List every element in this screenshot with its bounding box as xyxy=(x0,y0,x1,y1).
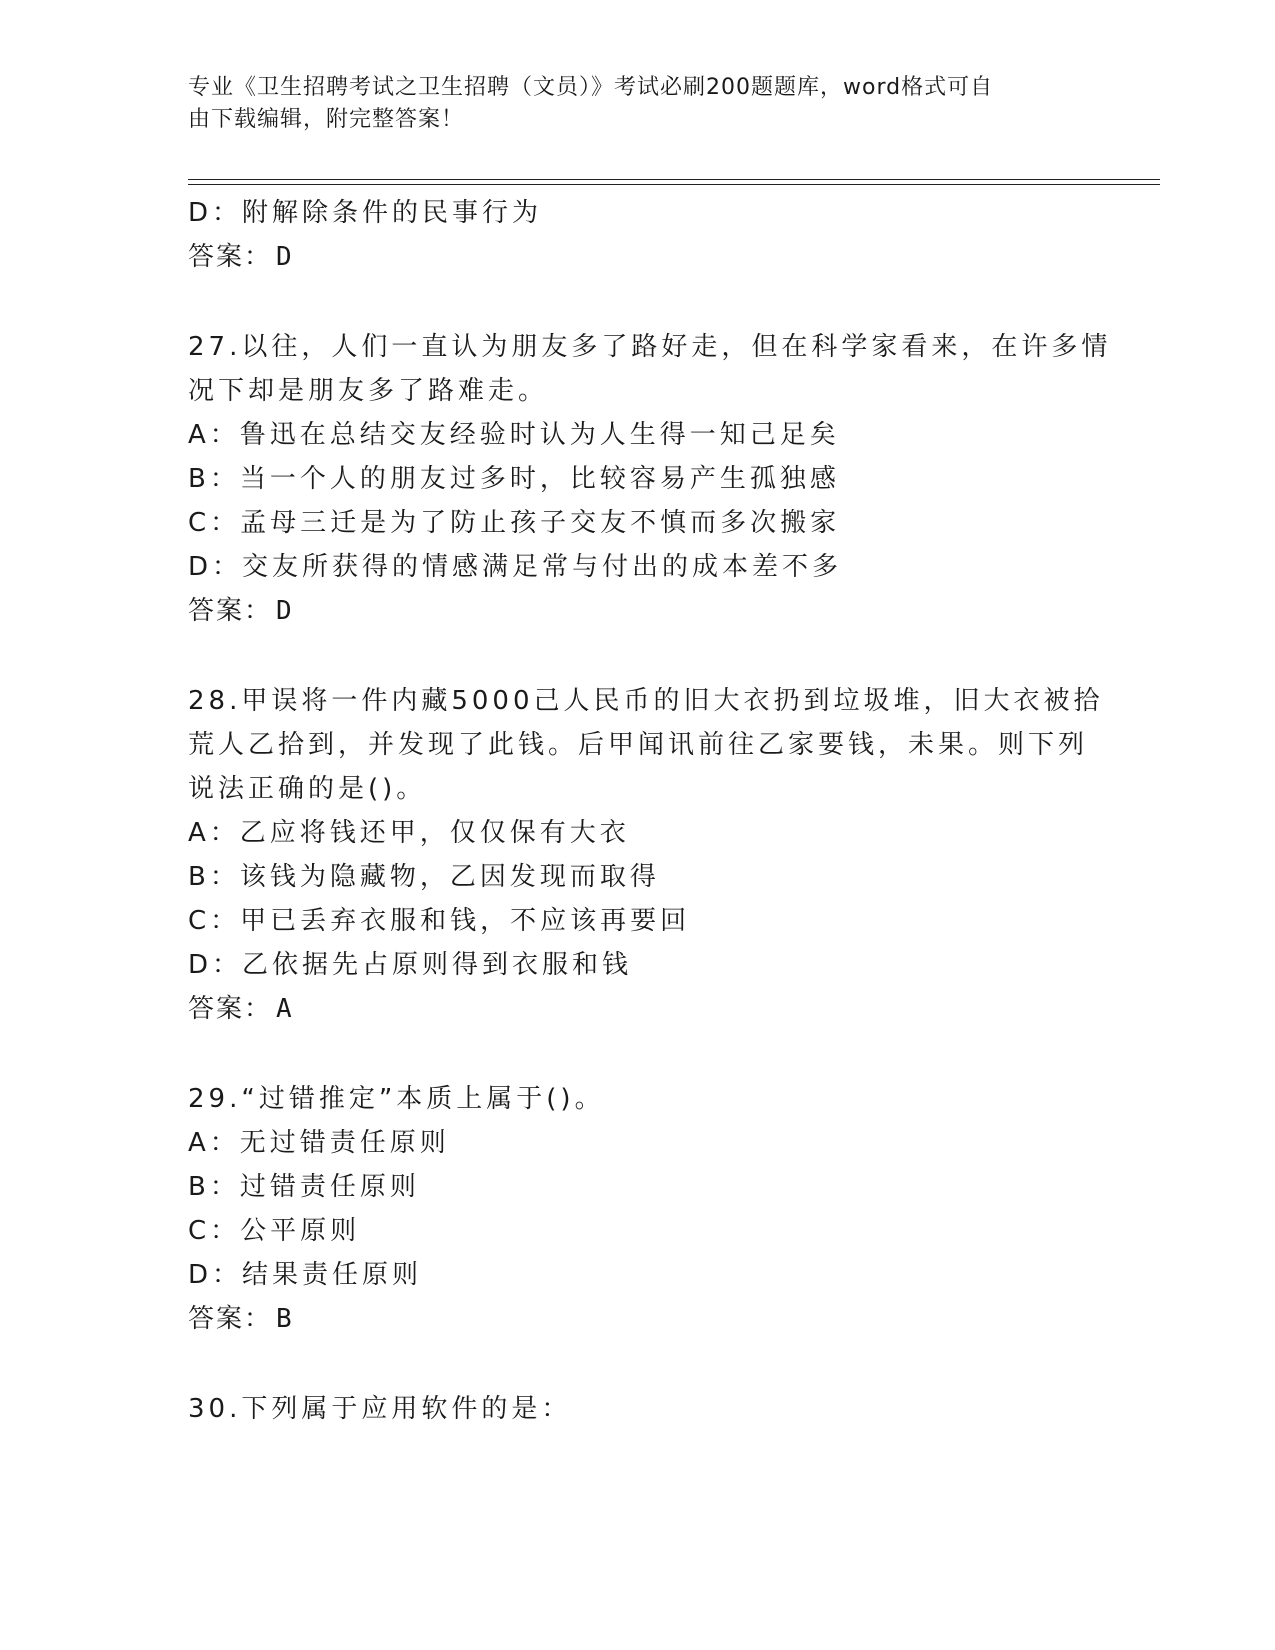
answer-value: D xyxy=(276,242,294,272)
q28-stem-line-2: 荒人乙拾到，并发现了此钱。后甲闻讯前往乙家要钱，未果。则下列 xyxy=(188,730,1089,760)
answer-label: 答案： xyxy=(188,596,273,626)
q28-stem-line-1: 28.甲误将一件内藏5000己人民币的旧大衣扔到垃圾堆，旧大衣被拾 xyxy=(188,686,1104,716)
q27-stem-line-1: 27.以往，人们一直认为朋友多了路好走，但在科学家看来，在许多情 xyxy=(188,332,1112,362)
q27-option-c: C：孟母三迁是为了防止孩子交友不慎而多次搬家 xyxy=(188,508,841,538)
q27-option-a: A：鲁迅在总结交友经验时认为人生得一知己足矣 xyxy=(188,420,840,450)
q28-option-a: A：乙应将钱还甲，仅仅保有大衣 xyxy=(188,818,630,848)
q28-stem-line-3: 说法正确的是()。 xyxy=(188,774,427,804)
header-divider-bottom xyxy=(188,184,1160,185)
answer-label: 答案： xyxy=(188,1304,273,1334)
q29-option-b: B：过错责任原则 xyxy=(188,1172,420,1202)
q29-option-a: A：无过错责任原则 xyxy=(188,1128,450,1158)
header-line-1: 专业《卫生招聘考试之卫生招聘（文员）》考试必刷200题题库，word格式可自 xyxy=(188,75,994,100)
q27-option-d: D：交友所获得的情感满足常与付出的成本差不多 xyxy=(188,552,843,582)
answer-value: B xyxy=(276,1304,294,1334)
q26-answer xyxy=(188,240,294,274)
answer-value: D xyxy=(276,596,294,626)
q28-option-b: B：该钱为隐藏物，乙因发现而取得 xyxy=(188,862,660,892)
q28-option-c: C：甲已丢弃衣服和钱，不应该再要回 xyxy=(188,906,691,936)
answer-value: A xyxy=(276,994,294,1024)
header-divider-top xyxy=(188,179,1160,180)
q27-stem-line-2: 况下却是朋友多了路难走。 xyxy=(188,376,549,406)
answer-label: 答案： xyxy=(188,994,273,1024)
q26-option-d: D：附解除条件的民事行为 xyxy=(188,198,543,228)
q27-answer xyxy=(188,594,294,628)
q29-answer xyxy=(188,1302,294,1336)
q29-option-c: C：公平原则 xyxy=(188,1216,361,1246)
q28-option-d: D：乙依据先占原则得到衣服和钱 xyxy=(188,950,633,980)
q27-option-b: B：当一个人的朋友过多时，比较容易产生孤独感 xyxy=(188,464,840,494)
q29-stem-line-1: 29.“过错推定”本质上属于()。 xyxy=(188,1084,605,1114)
document-header xyxy=(188,72,1088,136)
header-line-2: 由下载编辑，附完整答案！ xyxy=(188,107,465,132)
answer-label: 答案： xyxy=(188,242,273,272)
q29-option-d: D：结果责任原则 xyxy=(188,1260,423,1290)
q28-answer xyxy=(188,992,294,1026)
q30-stem-line-1: 30.下列属于应用软件的是： xyxy=(188,1394,572,1424)
